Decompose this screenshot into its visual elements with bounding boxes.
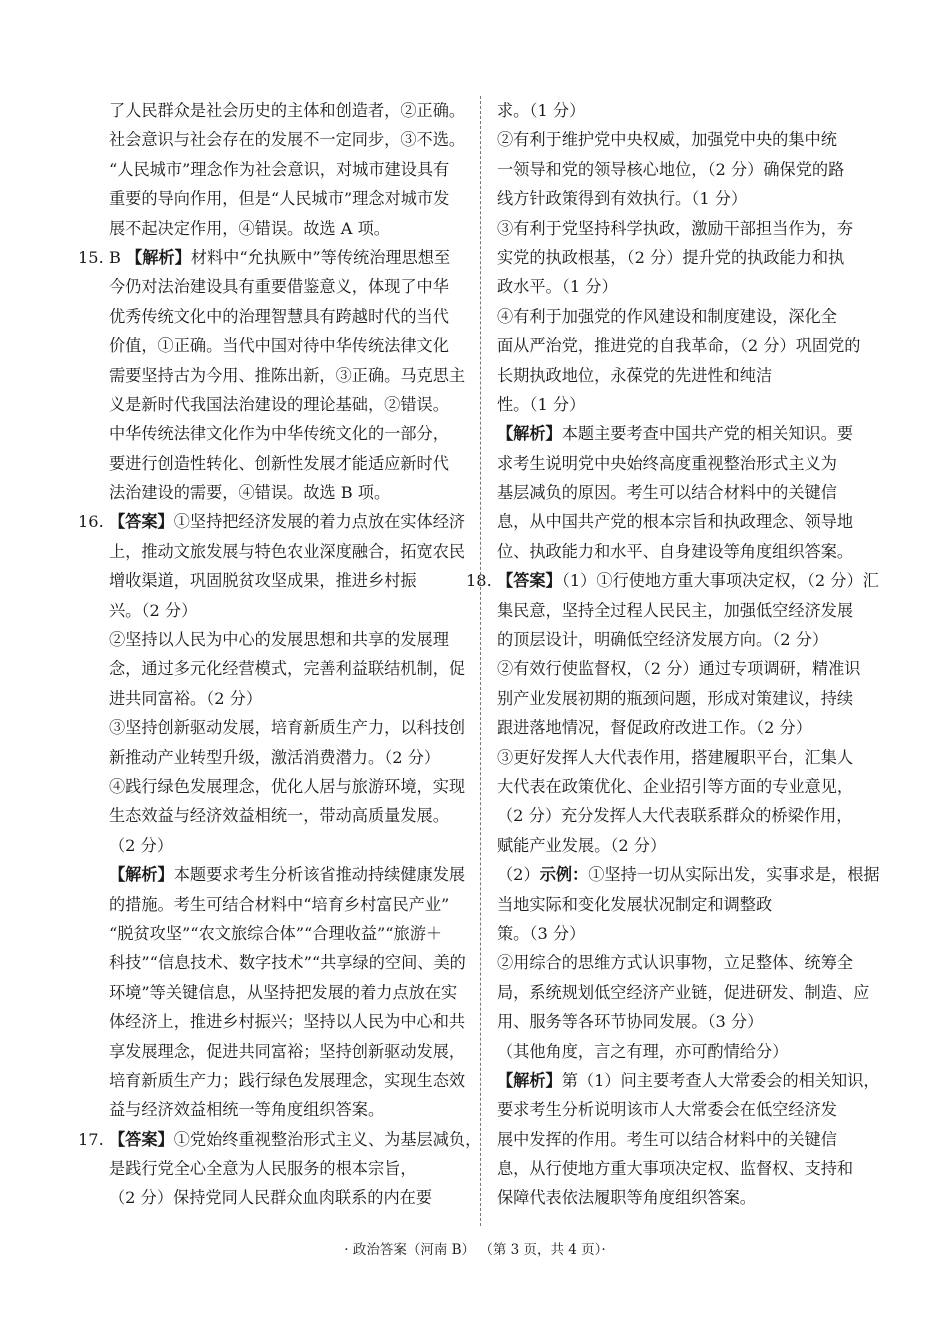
right-column-line [497,831,865,860]
right-column-line [497,1037,865,1066]
line-text: 跟进落地情况，督促政府改进工作。（2 分） [497,718,812,738]
right-column-line [497,96,865,125]
line-text: 面从严治党，推进党的自我革命，（2 分）巩固党的 [497,336,861,356]
left-column-line [78,419,464,448]
line-text: 息，从中国共产党的根本宗旨和执政理念、领导地 [497,512,854,532]
left-column-line [78,772,464,801]
right-column-line [497,390,865,419]
line-text: ②坚持以人民为中心的发展思想和共享的发展理 [109,630,449,650]
line-text: 本题主要考查中国共产党的相关知识。要 [561,424,854,444]
right-column-line [497,713,865,742]
right-column-line [497,507,865,536]
line-text: 进共同富裕。（2 分） [109,688,263,708]
left-column-line [78,1037,464,1066]
line-text: 社会意识与社会存在的发展不一定同步，③不选。 [109,130,466,150]
line-text: 益与经济效益相统一等角度组织答案。 [109,1100,385,1120]
right-column-line [497,772,865,801]
line-text: “人民城市”理念作为社会意识，对城市建设具有 [109,159,450,179]
line-text: 第（1）问主要考查人大常委会的相关知识， [561,1070,880,1090]
left-column-line [78,1125,482,1154]
line-text: 科技”“信息技术、数字技术”“共享绿的空间、美的 [109,953,466,973]
left-column-line [78,1183,464,1212]
line-text: 大代表在政策优化、企业招引等方面的专业意见， [497,776,854,796]
line-text: 政水平。（1 分） [497,277,618,297]
line-text: 保障代表依法履职等角度组织答案。 [497,1188,756,1208]
left-column-line [78,214,464,243]
left-column-line [78,449,464,478]
page-footer: · 政治答案（河南 B） （第 3 页，共 4 页）· [344,1242,606,1258]
right-column-line [497,801,865,830]
right-column-line [497,361,865,390]
line-text: 价值，①正确。当代中国对待中华传统法律文化 [109,336,449,356]
right-column-line [497,184,865,213]
section-label: 【答案】 [109,1129,174,1149]
line-text: 要求考生分析说明该市人大常委会在低空经济发 [497,1100,837,1120]
line-text: 别产业发展初期的瓶颈问题，形成对策建议，持续 [497,688,854,708]
line-text: 长期执政地位，永葆党的先进性和纯洁 [497,365,773,385]
right-column-line [497,890,865,919]
answer-prefix: （2） [497,865,540,885]
line-text: 本题要求考生分析该省推动持续健康发展 [173,865,466,885]
right-column-line [497,331,865,360]
section-label: 【解析】 [126,247,191,267]
line-text: ③有利于党坚持科学执政，激励干部担当作为，夯 [497,218,854,238]
right-column-line [497,478,865,507]
line-text: 展不起决定作用，④错误。故选 A 项。 [109,218,390,238]
right-column-line [497,743,865,772]
line-text: 义是新时代我国法治建设的理论基础，②错误。 [109,394,449,414]
left-column-line [78,801,464,830]
line-text: ①党始终重视整治形式主义、为基层减负， [173,1129,482,1149]
right-column-line [497,684,865,713]
left-column-line [78,625,464,654]
question-number: 15. [78,247,104,267]
right-column-line [497,1007,865,1036]
section-label: 【解析】 [497,424,562,444]
right-column-line [497,1066,880,1095]
line-text: 需要坚持古为今用、推陈出新，③正确。马克思主 [109,365,466,385]
left-column-line [78,713,464,742]
line-text: 环境”等关键信息，从坚持把发展的着力点放在实 [109,982,458,1002]
left-column-line [78,331,464,360]
line-text: 今仍对法治建设具有重要借鉴意义，体现了中华 [109,277,449,297]
section-label: 【解析】 [497,1070,562,1090]
right-column [466,96,880,1213]
line-text: 念，通过多元化经营模式，完善利益联结机制，促 [109,659,466,679]
line-text: 兴。（2 分） [109,600,198,620]
line-text: 是践行党全心全意为人民服务的根本宗旨， [109,1159,417,1179]
left-column-line [78,831,464,860]
line-text: ④践行绿色发展理念，优化人居与旅游环境，实现 [109,776,466,796]
section-label: 【答案】 [497,571,562,591]
line-text: 享发展理念，促进共同富裕；坚持创新驱动发展， [109,1041,466,1061]
line-text: 增收渠道，巩固脱贫攻坚成果，推进乡村振 [109,571,417,591]
question-number: 17. [78,1129,104,1149]
line-text: ②有利于维护党中央权威，加强党中央的集中统 [497,130,837,150]
right-column-line [497,978,870,1007]
right-column-line [497,125,865,154]
line-text: （2 分）充分发挥人大代表联系群众的桥梁作用， [497,806,853,826]
left-column-line [78,1154,464,1183]
line-text: 重要的导向作用，但是“人民城市”理念对城市发 [109,189,450,209]
line-text: 要进行创造性转化、创新性发展才能适应新时代 [109,453,449,473]
question-number: 18. [466,571,492,591]
left-column-line [78,919,464,948]
right-column-line [497,596,865,625]
left-column-line [78,478,464,507]
left-column-line [78,243,464,272]
line-text: ③坚持创新驱动发展，培育新质生产力，以科技创 [109,718,466,738]
line-text: （1）①行使地方重大事项决定权，（2 分）汇 [561,571,879,591]
left-column-line [78,1095,464,1124]
left-column-line [78,743,464,772]
right-column-line [497,860,880,889]
line-text: 线方针政策得到有效执行。（1 分） [497,189,748,209]
line-text: ②用综合的思维方式认识事物，立足整体、统筹全 [497,953,854,973]
line-text: 集民意，坚持全过程人民民主，加强低空经济发展 [497,600,854,620]
left-column-line [78,654,464,683]
line-text: 位、执政能力和水平、自身建设等角度组织答案。 [497,541,854,561]
section-label: 示例： [539,865,589,885]
right-column-line [497,272,865,301]
left-column-line [78,537,464,566]
line-text: ②有效行使监督权，（2 分）通过专项调研，精准识 [497,659,861,679]
line-text: （其他角度，言之有理，亦可酌情给分） [497,1041,789,1061]
right-column-line [497,449,865,478]
right-column-line [497,1095,865,1124]
left-column-line [78,860,464,889]
right-column-line [497,948,865,977]
line-text: ④有利于加强党的作风建设和制度建设，深化全 [497,306,837,326]
line-text: ①坚持一切从实际出发，实事求是，根据 [588,865,880,885]
line-text: 了人民群众是社会历史的主体和创造者，②正确。 [109,101,466,120]
section-label: 【答案】 [109,512,174,532]
line-text: 赋能产业发展。（2 分） [497,835,667,855]
line-text: 局，系统规划低空经济产业链，促进研发、制造、应 [497,982,870,1002]
line-text: 求考生说明党中央始终高度重视整治形式主义为 [497,453,837,473]
line-text: 体经济上，推进乡村振兴；坚持以人民为中心和共 [109,1012,466,1032]
section-label: 【解析】 [109,865,174,885]
line-text: ③更好发挥人大代表作用，搭建履职平台，汇集人 [497,747,854,767]
line-text: 当地实际和变化发展状况制定和调整政 [497,894,773,914]
left-column-line [78,948,464,977]
right-column-line [497,1183,865,1212]
line-text: 求。（1 分） [497,101,586,120]
right-column-line [497,919,865,948]
right-column-line [497,537,865,566]
line-text: 材料中“允执厥中”等传统治理思想至 [190,247,451,267]
line-text: 展中发挥的作用。考生可以结合材料中的关键信 [497,1129,837,1149]
line-text: 的措施。考生可结合材料中“培育乡村富民产业” [109,894,450,914]
line-text: 基层减负的原因。考生可以结合材料中的关键信 [497,483,837,503]
line-text: 实党的执政根基，（2 分）提升党的执政能力和执 [497,247,845,267]
line-text: （2 分）保持党同人民群众血肉联系的内在要 [109,1188,433,1208]
right-column-line [497,214,865,243]
left-column-line [78,302,464,331]
line-text: 的顶层设计，明确低空经济发展方向。（2 分） [497,630,829,650]
right-column-line [497,243,865,272]
line-text: ①坚持把经济发展的着力点放在实体经济 [173,512,466,532]
line-text: （2 分） [109,835,174,855]
line-text: 培育新质生产力；践行绿色发展理念，实现生态效 [109,1070,466,1090]
left-column-line [78,596,464,625]
left-column-line [78,507,464,536]
left-column-line [78,890,464,919]
left-column-line [78,155,464,184]
left-column-line [78,1007,464,1036]
line-text: 策。（3 分） [497,923,586,943]
right-column-line [497,302,865,331]
right-column-line [497,155,865,184]
left-column-line [78,390,464,419]
right-column-line [497,1154,865,1183]
line-text: 中华传统法律文化作为中华传统文化的一部分， [109,424,449,444]
left-column-line [78,361,464,390]
answer-prefix: B [109,247,127,267]
right-column-line [466,566,879,595]
question-number: 16. [78,512,104,532]
left-column-line [78,1066,464,1095]
line-text: 息，从行使地方重大事项决定权、监督权、支持和 [497,1159,854,1179]
line-text: 一领导和党的领导核心地位，（2 分）确保党的路 [497,159,845,179]
column-divider [480,96,481,1226]
left-column-line [78,684,464,713]
line-text: 上，推动文旅发展与特色农业深度融合，拓宽农民 [109,541,466,561]
left-column-line [78,96,464,125]
right-column-line [497,419,865,448]
left-column-line [78,125,464,154]
left-column-line [78,272,464,301]
right-column-line [497,1125,865,1154]
line-text: 优秀传统文化中的治理智慧具有跨越时代的当代 [109,306,449,326]
line-text: 法治建设的需要，④错误。故选 B 项。 [109,483,391,503]
line-text: 用、服务等各环节协同发展。（3 分） [497,1012,764,1032]
line-text: 新推动产业转型升级，激活消费潜力。（2 分） [109,747,441,767]
line-text: 性。（1 分） [497,394,586,414]
right-column-line [497,625,865,654]
line-text: “脱贫攻坚”“农文旅综合体”“合理收益”“旅游＋ [109,923,443,943]
left-column-line [78,184,464,213]
left-column-line [78,566,464,595]
line-text: 生态效益与经济效益相统一，带动高质量发展。 [109,806,449,826]
left-column-line [78,978,464,1007]
right-column-line [497,654,865,683]
